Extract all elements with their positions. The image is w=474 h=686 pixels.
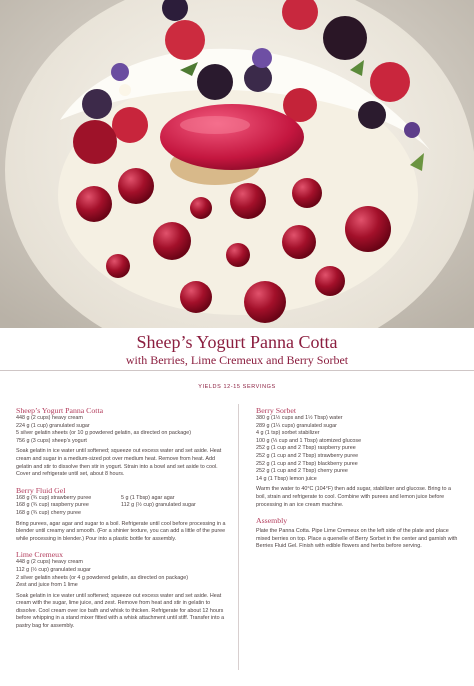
recipe-title: Sheep’s Yogurt Panna Cotta	[136, 332, 338, 352]
sorbet-heading: Berry Sorbet	[256, 406, 297, 415]
panna-cotta-ingredients	[16, 415, 230, 445]
ingredient: 252 g (1 cup and 2 Tbsp) cherry puree	[256, 468, 348, 475]
title-block	[0, 328, 474, 369]
ingredient: 252 g (1 cup and 2 Tbsp) raspberry puree	[256, 445, 356, 452]
panna-cotta-method: Soak gelatin in ice water until softened; squeeze out excess water and set aside. Heat cream and sugar in a medium-sized pot over medium heat. Remove from heat. Add gelatin and stir to dissolve then stir in yogurt. Strain into a bowl and set aside to cool. Cover and refrigerate until set, about 8 hours.	[16, 448, 222, 478]
ingredient: 5 silver gelatin sheets (or 10 g powdered gelatin, as directed on package)	[16, 430, 192, 437]
ingredient: 224 g (1 cup) granulated sugar	[16, 422, 90, 429]
cremeux-method: Soak gelatin in ice water until softened; squeeze out excess water and set aside. Heat cream with the sugar, lime juice, and zest. Remove from heat and stir in gelatin to dissolve. Cool cream over ice bath and whisk to thicken. Refrigerate for about 12 hours before whipping in a stand mixer fitted with a whisk attachment until stiff. Transfer into a pastry bag for assembly.	[16, 592, 225, 630]
fluid-gel-heading: Berry Fluid Gel	[16, 485, 66, 495]
title-rule	[0, 370, 474, 371]
assembly-method: Plate the Panna Cotta. Pipe Lime Cremeux on the left side of the plate and place mixed berries on top. Place a quenelle of Berry Sorbet in the center and garnish with Berries Fluid Gel. Finish with edible flowers and herbs before serving.	[256, 528, 458, 550]
ingredient: 5 g (1 Tbsp) agar agar	[121, 494, 175, 501]
ingredient: 756 g (3 cups) sheep’s yogurt	[16, 437, 87, 444]
ingredient: 252 g (1 cup and 2 Tbsp) blackberry puree	[256, 460, 358, 467]
ingredient: 2 silver gelatin sheets (or 4 g powdered gelatin, as directed on package)	[16, 574, 189, 581]
ingredient: 112 g (½ cup) granulated sugar	[16, 566, 91, 573]
recipe-subtitle: with Berries, Lime Cremeux and Berry Sorbet	[125, 353, 349, 367]
fluid-gel-method: Bring purees, agar agar and sugar to a boil. Refrigerate until cool before processing in a blender until creamy and smooth. (For a shinier texture, you can add a little of the puree while processing in blender.) Pour into a plastic bottle for assembly.	[16, 520, 226, 542]
fluid-gel-ingredients	[16, 495, 230, 518]
ingredient: 100 g (⅓ cup and 1 Tbsp) atomized glucose	[256, 437, 362, 444]
ingredient: 168 g (¾ cup) cherry puree	[16, 509, 82, 516]
left-column	[16, 406, 230, 631]
ingredient: 289 g (1¼ cups) granulated sugar	[256, 422, 337, 429]
right-column	[256, 406, 461, 551]
ingredient: 112 g (½ cup) granulated sugar	[121, 502, 196, 509]
sorbet-ingredients	[256, 415, 461, 483]
cremeux-heading: Lime Cremeux	[16, 550, 63, 560]
ingredient: 14 g (1 Tbsp) lemon juice	[256, 475, 317, 482]
ingredient: 4 g (1 tsp) sorbet stabilizer	[256, 430, 320, 437]
ingredient: 448 g (2 cups) heavy cream	[16, 415, 83, 421]
yields-label: YIELDS 12-15 SERVINGS	[198, 384, 276, 390]
cremeux-ingredients	[16, 559, 230, 589]
ingredient: 448 g (2 cups) heavy cream	[16, 559, 83, 566]
ingredient: 168 g (¾ cup) raspberry puree	[16, 502, 89, 509]
column-divider	[238, 404, 239, 670]
ingredient: 380 g (1½ cups and 1½ Tbsp) water	[256, 415, 343, 421]
assembly-heading: Assembly	[256, 516, 288, 526]
ingredient: Zest and juice from 1 lime	[16, 582, 78, 589]
sorbet-method: Warm the water to 40°C (104°F) then add sugar, stabilizer and glucose. Bring to a boil, strain and refrigerate to cool. Combine with purees and lemon juice before processing in an ice cream machine.	[256, 486, 451, 508]
ingredient: 252 g (1 cup and 2 Tbsp) strawberry puree	[256, 452, 359, 459]
dessert-plate-image	[0, 0, 474, 328]
panna-cotta-heading: Sheep’s Yogurt Panna Cotta	[16, 406, 104, 415]
ingredient: 168 g (¾ cup) strawberry puree	[16, 494, 92, 501]
